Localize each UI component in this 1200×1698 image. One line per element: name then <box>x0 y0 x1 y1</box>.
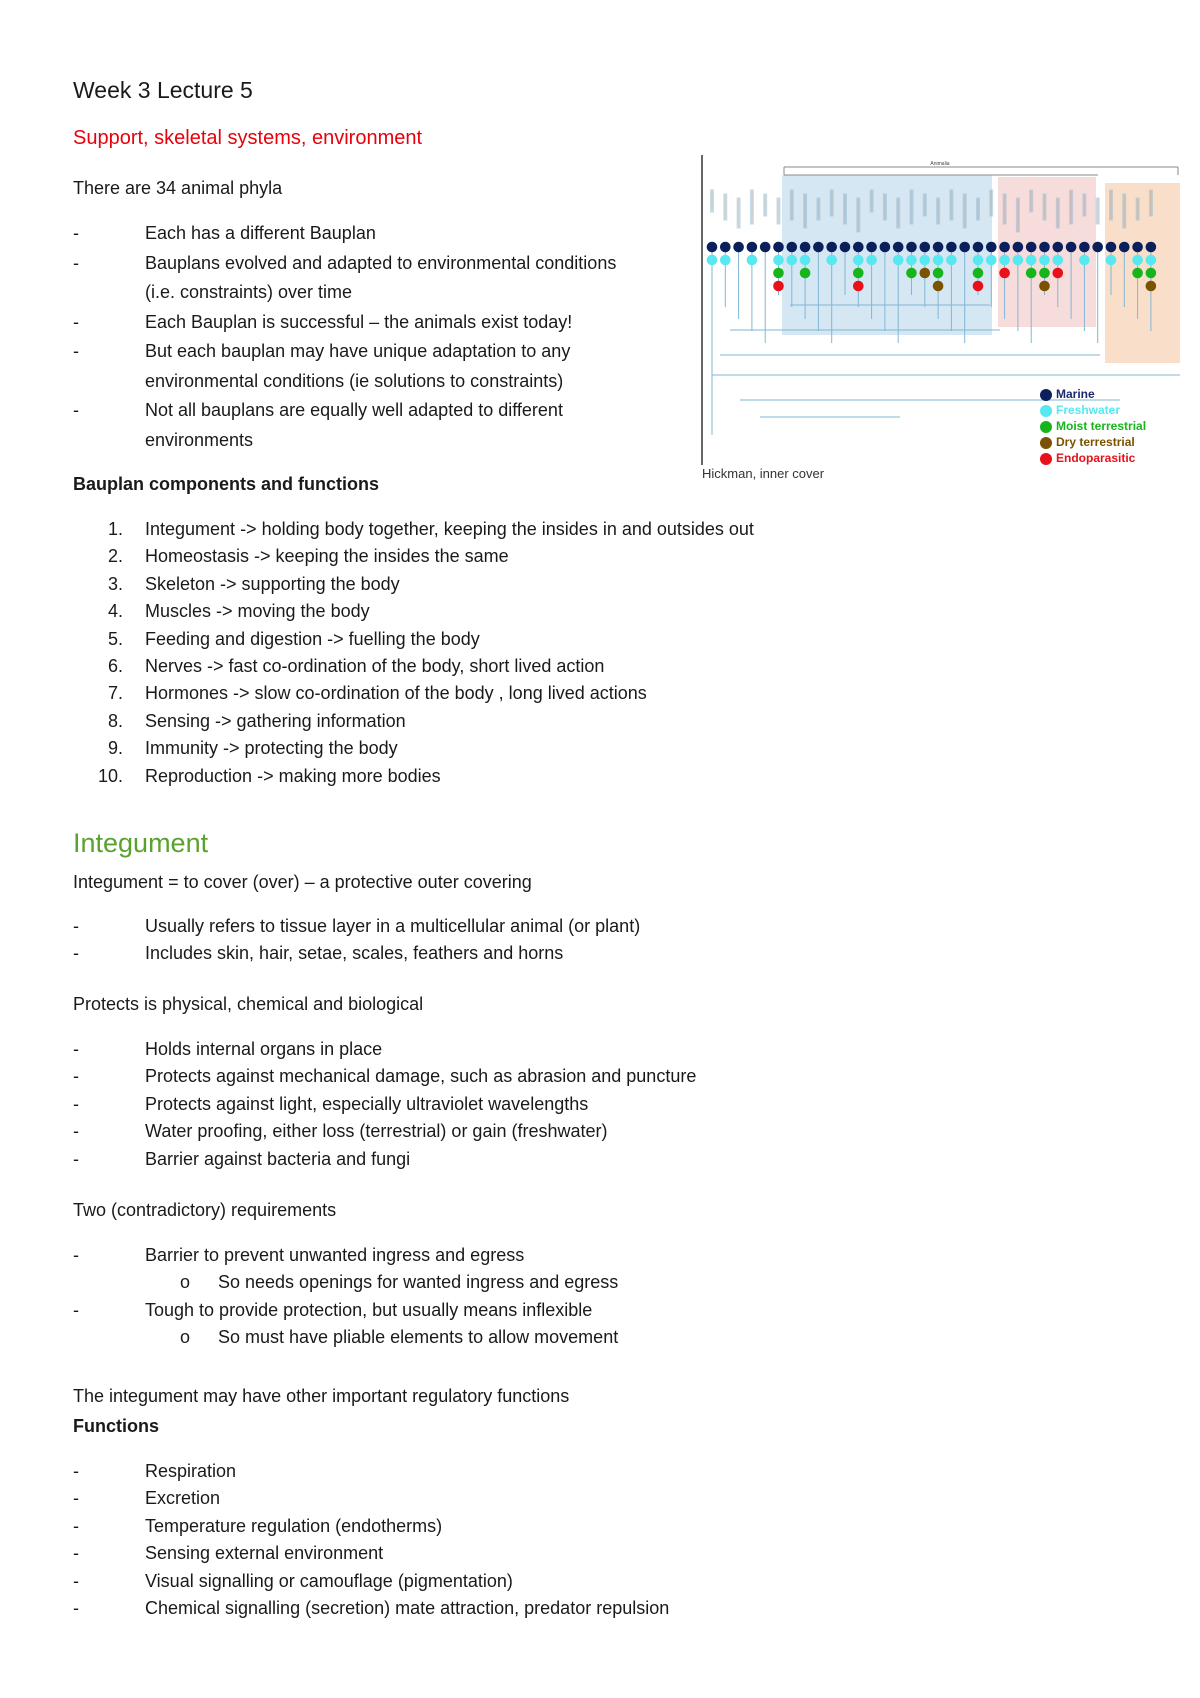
habitat-dot <box>813 242 824 253</box>
habitat-dot <box>773 268 784 279</box>
habitat-dot <box>1106 255 1117 266</box>
list-item-text: environmental conditions (ie solutions to constraints) <box>145 370 564 391</box>
habitat-dot <box>1146 268 1157 279</box>
habitat-dot <box>1053 255 1064 266</box>
numbered-item <box>107 598 1045 625</box>
habitat-dot <box>826 255 837 266</box>
habitat-dot <box>933 242 944 253</box>
list-item-text: Barrier against bacteria and fungi <box>145 1148 411 1169</box>
legend-label: Endoparasitic <box>1056 451 1136 465</box>
habitat-dot <box>1053 268 1064 279</box>
habitat-dot <box>933 268 944 279</box>
item-number: 3. <box>107 573 123 594</box>
habitat-dot <box>906 255 917 266</box>
numbered-item-text: Hormones -> slow co-ordination of the body , long lived actions <box>145 683 647 704</box>
list-item-text: Bauplans evolved and adapted to environmental conditions <box>145 252 617 273</box>
integument-heading: Integument <box>73 828 209 858</box>
dash-bullet: - <box>73 916 79 936</box>
habitat-dot <box>747 255 758 266</box>
regulatory-text: The integument may have other important regulatory functions <box>73 1386 570 1406</box>
habitat-dot <box>1039 268 1050 279</box>
functions-list <box>73 1458 1045 1622</box>
habitat-dot <box>1039 242 1050 253</box>
list-item <box>73 1540 1045 1567</box>
habitat-dot <box>853 281 864 292</box>
numbered-item <box>107 680 1045 707</box>
habitat-dot <box>853 268 864 279</box>
dash-bullet: - <box>73 1543 79 1564</box>
list-item-text: Protects against mechanical damage, such as abrasion and puncture <box>145 1066 697 1087</box>
list-item-text: Temperature regulation (endotherms) <box>145 1515 443 1536</box>
habitat-dot <box>1013 255 1024 266</box>
habitat-dot <box>1132 268 1143 279</box>
sub-list-item <box>145 1269 1045 1296</box>
protects-heading: Protects is physical, chemical and biological <box>73 994 424 1014</box>
habitat-dot <box>999 255 1010 266</box>
list-item-text: Visual signalling or camouflage (pigmentation) <box>145 1570 513 1591</box>
requirements-list <box>73 1242 1045 1352</box>
legend-label: Moist terrestrial <box>1056 419 1147 433</box>
list-item <box>73 249 705 308</box>
habitat-dot <box>946 255 957 266</box>
list-item <box>73 1297 1045 1324</box>
list-item <box>73 337 705 396</box>
list-item-text: Each has a different Bauplan <box>145 223 376 243</box>
sub-list-item-text: So must have pliable elements to allow movement <box>218 1327 619 1348</box>
numbered-item-text: Feeding and digestion -> fuelling the body <box>145 628 480 649</box>
list-item <box>73 219 705 249</box>
habitat-dot <box>986 255 997 266</box>
list-item-text: Respiration <box>145 1461 237 1481</box>
habitat-dot <box>933 281 944 292</box>
legend-swatch <box>1040 421 1052 433</box>
item-number: 4. <box>107 601 123 622</box>
habitat-dot <box>973 242 984 253</box>
dash-bullet: - <box>73 311 79 332</box>
habitat-dot <box>747 242 758 253</box>
habitat-dot <box>773 255 784 266</box>
habitat-dot <box>1119 242 1130 253</box>
numbered-item-text: Nerves -> fast co-ordination of the body, short lived action <box>145 656 605 677</box>
dash-bullet: - <box>73 1093 79 1114</box>
numbered-item <box>107 653 1045 680</box>
dash-bullet: - <box>73 1488 79 1509</box>
list-item <box>73 1513 1045 1540</box>
doc-subtitle: Support, skeletal systems, environment <box>73 127 423 149</box>
item-number: 10. <box>97 765 123 786</box>
habitat-dot <box>760 242 771 253</box>
numbered-item-text: Integument -> holding body together, keeping the insides in and outsides out <box>145 519 754 539</box>
habitat-dot <box>999 242 1010 253</box>
habitat-dot <box>986 242 997 253</box>
numbered-item <box>107 516 1045 543</box>
habitat-dot <box>1026 242 1037 253</box>
habitat-dot <box>1026 268 1037 279</box>
list-item-text: Holds internal organs in place <box>145 1039 383 1059</box>
list-item <box>73 940 1045 967</box>
habitat-dot <box>853 242 864 253</box>
phylogeny-figure <box>700 155 1180 485</box>
numbered-item-text: Homeostasis -> keeping the insides the same <box>145 546 509 567</box>
item-number: 8. <box>107 710 123 731</box>
habitat-dot <box>787 255 798 266</box>
numbered-item-text: Skeleton -> supporting the body <box>145 573 400 594</box>
habitat-dot <box>933 255 944 266</box>
legend-label: Marine <box>1056 387 1095 401</box>
habitat-dot <box>973 255 984 266</box>
numbered-item-text: Immunity -> protecting the body <box>145 738 398 759</box>
habitat-dot <box>920 268 931 279</box>
dash-bullet: - <box>73 223 79 243</box>
habitat-dot <box>720 242 731 253</box>
habitat-dot <box>946 242 957 253</box>
habitat-dot <box>1039 255 1050 266</box>
intro-text: There are 34 animal phyla <box>73 178 283 198</box>
habitat-dot <box>1132 255 1143 266</box>
habitat-dot <box>720 255 731 266</box>
habitat-dot <box>773 281 784 292</box>
list-item <box>73 913 1045 940</box>
habitat-dot <box>880 242 891 253</box>
dash-bullet: - <box>73 252 79 273</box>
dash-bullet: - <box>73 1515 79 1536</box>
sub-list-item <box>145 1324 1045 1351</box>
habitat-dot <box>866 242 877 253</box>
numbered-item <box>107 735 1045 762</box>
clade-label-animalia: Animalia <box>930 161 950 167</box>
numbered-item-text: Muscles -> moving the body <box>145 601 370 622</box>
requirements-heading: Two (contradictory) requirements <box>73 1200 337 1220</box>
list-item <box>73 1568 1045 1595</box>
intro-list <box>73 219 705 455</box>
legend-swatch <box>1040 453 1052 465</box>
protects-list <box>73 1036 1045 1173</box>
list-item-text: Sensing external environment <box>145 1543 384 1564</box>
dash-bullet: - <box>73 1148 79 1169</box>
list-item <box>73 1063 1045 1090</box>
list-item <box>73 396 705 455</box>
list-item-text: Includes skin, hair, setae, scales, feathers and horns <box>145 943 564 964</box>
habitat-dot <box>999 268 1010 279</box>
numbered-item <box>107 571 1045 598</box>
habitat-dot <box>707 255 718 266</box>
list-item <box>73 1595 1045 1622</box>
components-heading: Bauplan components and functions <box>73 474 380 494</box>
list-item <box>73 1458 1045 1485</box>
dash-bullet: - <box>73 1461 79 1481</box>
habitat-dot <box>733 242 744 253</box>
habitat-dot <box>707 242 718 253</box>
list-item-text: Excretion <box>145 1488 221 1509</box>
habitat-dot <box>1026 255 1037 266</box>
habitat-dot <box>866 255 877 266</box>
habitat-dot <box>1106 242 1117 253</box>
item-number: 2. <box>107 546 123 567</box>
habitat-dot <box>800 242 811 253</box>
habitat-dot <box>1066 242 1077 253</box>
doc-title: Week 3 Lecture 5 <box>73 77 253 103</box>
habitat-dot <box>1013 242 1024 253</box>
item-number: 9. <box>107 738 123 759</box>
item-number: 1. <box>107 519 123 539</box>
list-item <box>73 1485 1045 1512</box>
legend-label: Dry terrestrial <box>1056 435 1135 449</box>
circle-bullet: o <box>180 1327 191 1348</box>
habitat-dot <box>920 242 931 253</box>
dash-bullet: - <box>73 1570 79 1591</box>
legend-swatch <box>1040 437 1052 449</box>
list-item <box>73 1091 1045 1118</box>
integument-list <box>73 913 1045 968</box>
list-item <box>73 1036 1045 1063</box>
legend-swatch <box>1040 405 1052 417</box>
habitat-dot <box>1079 255 1090 266</box>
item-number: 5. <box>107 628 123 649</box>
habitat-dot <box>906 268 917 279</box>
habitat-dot <box>800 255 811 266</box>
dash-bullet: - <box>73 1598 79 1619</box>
habitat-dot <box>826 242 837 253</box>
numbered-item-text: Reproduction -> making more bodies <box>145 765 441 786</box>
habitat-dot <box>893 255 904 266</box>
list-item-text: Usually refers to tissue layer in a multicellular animal (or plant) <box>145 916 641 936</box>
list-item <box>73 1118 1045 1145</box>
habitat-dot <box>920 255 931 266</box>
list-item-text: Chemical signalling (secretion) mate attraction, predator repulsion <box>145 1598 670 1619</box>
list-item-text: Barrier to prevent unwanted ingress and egress <box>145 1245 525 1265</box>
habitat-dot <box>787 242 798 253</box>
habitat-dot <box>906 242 917 253</box>
sub-list-item-text: So needs openings for wanted ingress and egress <box>218 1272 619 1293</box>
habitat-dot <box>1092 242 1103 253</box>
integument-definition: Integument = to cover (over) – a protective outer covering <box>73 872 532 892</box>
habitat-dot <box>800 268 811 279</box>
list-item-text: (i.e. constraints) over time <box>145 282 353 302</box>
list-item-text: But each bauplan may have unique adaptation to any <box>145 341 571 361</box>
legend-swatch <box>1040 389 1052 401</box>
numbered-item <box>107 708 1045 735</box>
dash-bullet: - <box>73 1121 79 1142</box>
habitat-dot <box>840 242 851 253</box>
habitat-dot <box>773 242 784 253</box>
habitat-dot <box>959 242 970 253</box>
legend-label: Freshwater <box>1056 403 1121 417</box>
dash-bullet: - <box>73 943 79 964</box>
dash-bullet: - <box>73 1245 79 1265</box>
list-item-text: Not all bauplans are equally well adapted to different <box>145 400 563 420</box>
list-item-text: Protects against light, especially ultraviolet wavelengths <box>145 1093 589 1114</box>
dash-bullet: - <box>73 1039 79 1059</box>
circle-bullet: o <box>180 1272 191 1293</box>
numbered-item <box>107 626 1045 653</box>
habitat-dot <box>1146 255 1157 266</box>
habitat-dot <box>1053 242 1064 253</box>
list-item <box>73 1242 1045 1269</box>
numbered-item-text: Sensing -> gathering information <box>145 710 406 731</box>
figure-caption: Hickman, inner cover <box>702 466 825 481</box>
list-item <box>73 308 705 338</box>
habitat-legend <box>1040 387 1180 477</box>
list-item-text: Each Bauplan is successful – the animals exist today! <box>145 311 573 332</box>
components-list <box>97 516 1045 790</box>
dash-bullet: - <box>73 1066 79 1087</box>
habitat-dot <box>973 268 984 279</box>
habitat-dot <box>1132 242 1143 253</box>
habitat-dot <box>853 255 864 266</box>
habitat-dot <box>1146 242 1157 253</box>
list-item-text: environments <box>145 429 254 450</box>
habitat-dot <box>1079 242 1090 253</box>
habitat-dot <box>1146 281 1157 292</box>
numbered-item <box>97 763 1045 790</box>
dash-bullet: - <box>73 400 79 420</box>
item-number: 7. <box>107 683 123 704</box>
item-number: 6. <box>107 656 123 677</box>
habitat-dot <box>973 281 984 292</box>
dash-bullet: - <box>73 341 79 361</box>
habitat-dot <box>893 242 904 253</box>
dash-bullet: - <box>73 1299 79 1320</box>
functions-heading: Functions <box>73 1416 159 1436</box>
list-item-text: Water proofing, either loss (terrestrial) or gain (freshwater) <box>145 1121 608 1142</box>
habitat-dot <box>1039 281 1050 292</box>
numbered-item <box>107 543 1045 570</box>
list-item <box>73 1146 1045 1173</box>
list-item-text: Tough to provide protection, but usually means inflexible <box>145 1299 593 1320</box>
